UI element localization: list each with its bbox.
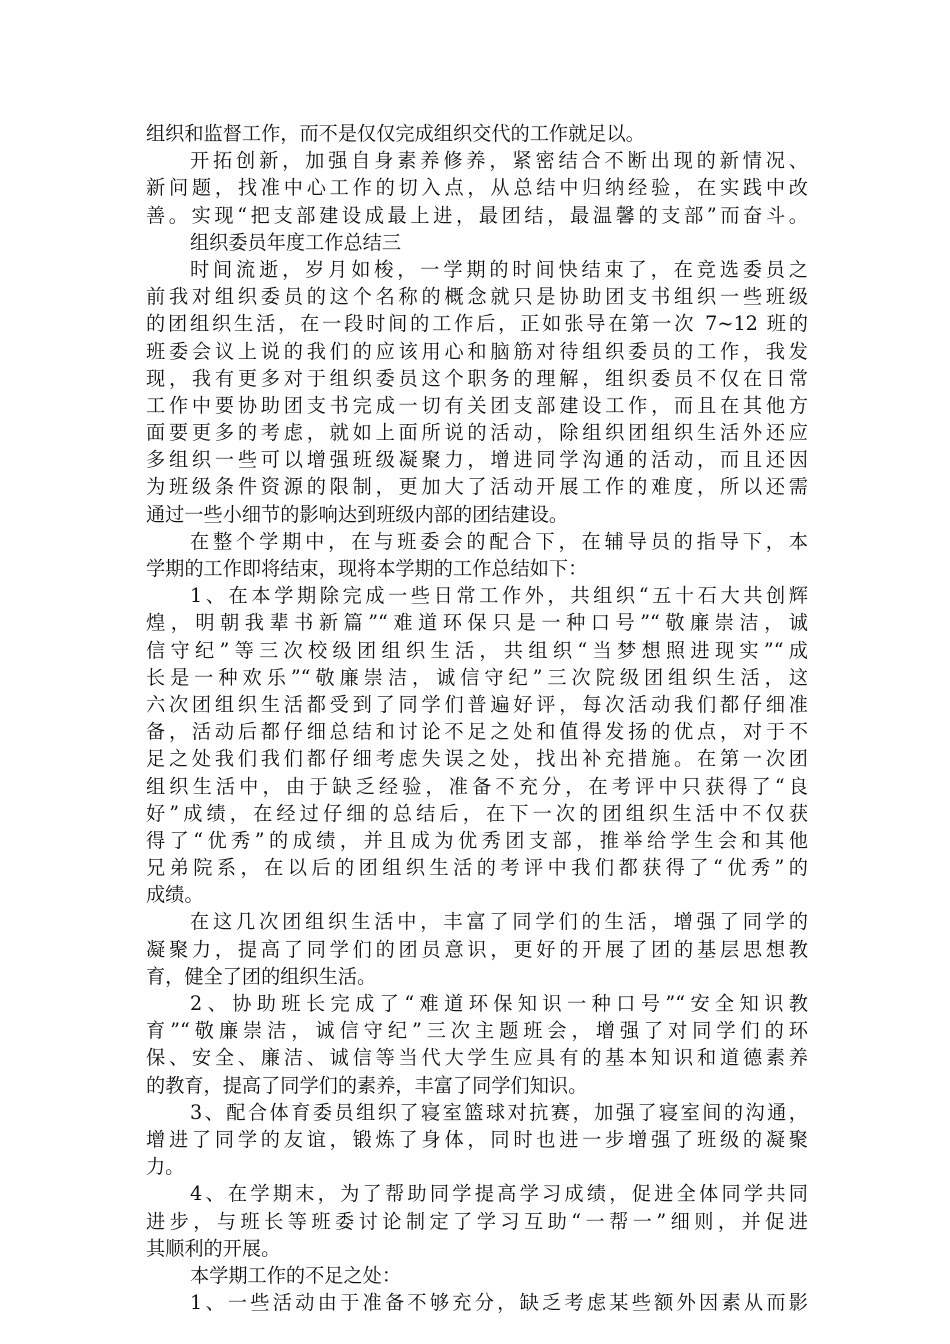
text-line: 新问题，找准中心工作的切入点，从总结中归纳经验，在实践中改	[146, 176, 808, 200]
text-line: 得了“优秀”的成绩，并且成为优秀团支部，推举给学生会和其他	[146, 828, 808, 852]
text-line: 多组织一些可以增强班级凝聚力，增进同学沟通的活动，而且还因	[146, 448, 808, 472]
text-line: 好”成绩，在经过仔细的总结后，在下一次的团组织生活中不仅获	[146, 801, 808, 825]
text-line: 工作中要协助团支书完成一切有关团支部建设工作，而且在其他方	[146, 393, 808, 417]
text-line: 进步，与班长等班委讨论制定了学习互助“一帮一”细则，并促进	[146, 1209, 808, 1233]
text-line: 本学期工作的不足之处：	[190, 1263, 402, 1287]
text-line: 善。实现“把支部建设成最上进，最团结，最温馨的支部”而奋斗。	[146, 203, 808, 227]
text-line: 通过一些小细节的影响达到班级内部的团结建设。	[146, 502, 569, 526]
text-line: 足之处我们我们都仔细考虑失误之处，找出补充措施。在第一次团	[146, 747, 808, 771]
text-line: 1、在本学期除完成一些日常工作外，共组织“五十石大共创辉	[190, 584, 808, 608]
text-line: 长是一种欢乐”“敬廉崇洁，诚信守纪”三次院级团组织生活，这	[146, 665, 808, 689]
text-line: 信守纪”等三次校级团组织生活，共组织“当梦想照进现实”“成	[146, 638, 808, 662]
text-line: 育”“敬廉崇洁，诚信守纪”三次主题班会，增强了对同学们的环	[146, 1019, 808, 1043]
text-line: 凝聚力，提高了同学们的团员意识，更好的开展了团的基层思想教	[146, 937, 808, 961]
text-line: 前我对组织委员的这个名称的概念就只是协助团支书组织一些班级	[146, 285, 808, 309]
text-line: 增进了同学的友谊，锻炼了身体，同时也进一步增强了班级的凝聚	[146, 1127, 808, 1151]
text-line: 学期的工作即将结束，现将本学期的工作总结如下：	[146, 557, 588, 580]
text-line: 备，活动后都仔细总结和讨论不足之处和值得发扬的优点，对于不	[146, 720, 808, 744]
text-line: 时间流逝，岁月如梭，一学期的时间快结束了，在竞选委员之	[190, 257, 808, 281]
text-line: 的教育，提高了同学们的素养，丰富了同学们知识。	[146, 1073, 588, 1097]
text-line: 其顺利的开展。	[146, 1236, 281, 1260]
text-line: 面要更多的考虑，就如上面所说的活动，除组织团组织生活外还应	[146, 421, 808, 445]
text-line: 保、安全、廉洁、诚信等当代大学生应具有的基本知识和道德素养	[146, 1046, 808, 1070]
document-body	[146, 120, 808, 1316]
text-line: 组织和监督工作，而不是仅仅完成组织交代的工作就足以。	[146, 122, 645, 145]
text-line: 在整个学期中，在与班委会的配合下，在辅导员的指导下，本	[190, 529, 808, 553]
text-line: 为班级条件资源的限制，更加大了活动开展工作的难度，所以还需	[146, 475, 808, 499]
text-line: 4、在学期末，为了帮助同学提高学习成绩，促进全体同学共同	[190, 1182, 808, 1206]
text-line: 组织生活中，由于缺乏经验，准备不充分，在考评中只获得了“良	[146, 774, 808, 798]
text-line: 在这几次团组织生活中，丰富了同学们的生活，增强了同学的	[190, 910, 808, 934]
text-line: 现，我有更多对于组织委员这个职务的理解，组织委员不仅在日常	[146, 366, 808, 390]
text-line: 班委会议上说的我们的应该用心和脑筋对待组织委员的工作，我发	[146, 339, 808, 363]
text-line: 开拓创新，加强自身素养修养，紧密结合不断出现的新情况、	[190, 149, 808, 173]
text-line: 力。	[146, 1155, 185, 1179]
text-line: 成绩。	[146, 883, 204, 907]
text-line: 2、协助班长完成了“难道环保知识一种口号”“安全知识教	[190, 992, 808, 1015]
text-line: 3、配合体育委员组织了寝室篮球对抗赛，加强了寝室间的沟通，	[190, 1100, 808, 1124]
text-line: 煌，明朝我辈书新篇”“难道环保只是一种口号”“敬廉崇洁，诚	[146, 611, 808, 635]
text-line: 兄弟院系，在以后的团组织生活的考评中我们都获得了“优秀”的	[146, 856, 808, 880]
text-line: 六次团组织生活都受到了同学们普遍好评，每次活动我们都仔细准	[146, 692, 808, 716]
text-line: 育，健全了团的组织生活。	[146, 964, 377, 988]
text-line: 的团组织生活，在一段时间的工作后，正如张导在第一次 7~12 班的	[146, 312, 808, 336]
text-line: 1、一些活动由于准备不够充分，缺乏考虑某些额外因素从而影	[190, 1291, 808, 1315]
text-line: 组织委员年度工作总结三	[190, 230, 402, 254]
